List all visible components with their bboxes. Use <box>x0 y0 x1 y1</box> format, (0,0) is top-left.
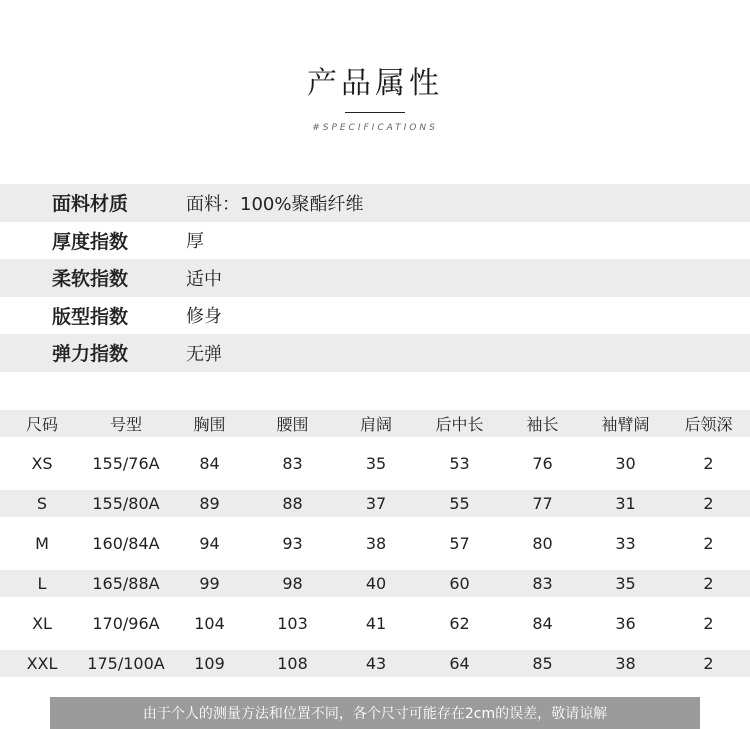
table-cell: XL <box>0 597 84 650</box>
attribute-label: 面料材质 <box>52 193 129 216</box>
table-cell: 76 <box>501 437 584 490</box>
table-cell: 53 <box>418 437 501 490</box>
table-cell: 155/76A <box>84 437 168 490</box>
table-row <box>0 517 750 570</box>
table-cell: M <box>0 517 84 570</box>
attribute-row-softness <box>0 259 750 297</box>
table-cell: 175/100A <box>84 650 168 677</box>
table-row <box>0 650 750 677</box>
attribute-value: 无弹 <box>186 343 222 365</box>
attribute-row-thickness <box>0 222 750 260</box>
attribute-row-fabric <box>0 184 750 222</box>
header <box>0 64 750 133</box>
table-cell: 88 <box>251 490 334 517</box>
table-cell: 2 <box>667 490 750 517</box>
attribute-row-elasticity <box>0 334 750 372</box>
table-cell: 89 <box>168 490 251 517</box>
attribute-value: 厚 <box>186 231 204 253</box>
table-cell: 83 <box>501 570 584 597</box>
page-title: 产品属性 <box>307 66 443 101</box>
table-cell: 103 <box>251 597 334 650</box>
table-cell: XS <box>0 437 84 490</box>
table-cell: 38 <box>584 650 667 677</box>
table-cell: 93 <box>251 517 334 570</box>
size-chart-table <box>0 410 750 677</box>
table-cell: XXL <box>0 650 84 677</box>
table-cell: 170/96A <box>84 597 168 650</box>
table-cell: 2 <box>667 570 750 597</box>
attribute-value: 适中 <box>186 268 222 290</box>
table-cell: 33 <box>584 517 667 570</box>
attribute-label: 柔软指数 <box>52 268 129 291</box>
column-header: 袖长 <box>501 410 584 437</box>
column-header: 肩阔 <box>334 410 418 437</box>
table-cell: 2 <box>667 597 750 650</box>
table-cell: 38 <box>334 517 418 570</box>
attribute-label: 厚度指数 <box>52 230 129 253</box>
table-row <box>0 570 750 597</box>
attribute-row-fit <box>0 297 750 335</box>
table-cell: 2 <box>667 517 750 570</box>
table-cell: 60 <box>418 570 501 597</box>
table-cell: 64 <box>418 650 501 677</box>
table-cell: 109 <box>168 650 251 677</box>
attribute-value: 修身 <box>186 306 222 328</box>
table-row <box>0 437 750 490</box>
table-cell: 43 <box>334 650 418 677</box>
table-cell: 36 <box>584 597 667 650</box>
table-cell: 40 <box>334 570 418 597</box>
table-cell: 55 <box>418 490 501 517</box>
table-cell: 160/84A <box>84 517 168 570</box>
column-header: 袖臂阔 <box>584 410 667 437</box>
table-cell: 41 <box>334 597 418 650</box>
table-cell: 83 <box>251 437 334 490</box>
page-subtitle: #SPECIFICATIONS <box>312 123 438 133</box>
table-cell: 108 <box>251 650 334 677</box>
column-header: 尺码 <box>0 410 84 437</box>
table-row <box>0 490 750 517</box>
column-header: 后中长 <box>418 410 501 437</box>
table-cell: 155/80A <box>84 490 168 517</box>
column-header: 号型 <box>84 410 168 437</box>
table-cell: S <box>0 490 84 517</box>
table-cell: L <box>0 570 84 597</box>
table-header-row <box>0 410 750 437</box>
column-header: 胸围 <box>168 410 251 437</box>
table-cell: 57 <box>418 517 501 570</box>
table-cell: 80 <box>501 517 584 570</box>
table-cell: 85 <box>501 650 584 677</box>
column-header: 腰围 <box>251 410 334 437</box>
attribute-label: 弹力指数 <box>52 343 129 366</box>
measurement-disclaimer: 由于个人的测量方法和位置不同，各个尺寸可能存在2cm的误差，敬请谅解 <box>50 697 700 729</box>
table-cell: 165/88A <box>84 570 168 597</box>
table-cell: 94 <box>168 517 251 570</box>
table-cell: 35 <box>334 437 418 490</box>
attribute-label: 版型指数 <box>52 305 129 328</box>
table-cell: 84 <box>168 437 251 490</box>
table-cell: 104 <box>168 597 251 650</box>
table-cell: 30 <box>584 437 667 490</box>
table-cell: 2 <box>667 650 750 677</box>
table-cell: 35 <box>584 570 667 597</box>
table-cell: 77 <box>501 490 584 517</box>
table-cell: 31 <box>584 490 667 517</box>
attributes-list <box>0 184 750 372</box>
attribute-value: 面料：100%聚酯纤维 <box>186 193 364 215</box>
title-divider <box>345 112 405 113</box>
table-cell: 84 <box>501 597 584 650</box>
table-cell: 99 <box>168 570 251 597</box>
column-header: 后领深 <box>667 410 750 437</box>
table-row <box>0 597 750 650</box>
table-cell: 37 <box>334 490 418 517</box>
table-cell: 2 <box>667 437 750 490</box>
table-cell: 98 <box>251 570 334 597</box>
table-cell: 62 <box>418 597 501 650</box>
